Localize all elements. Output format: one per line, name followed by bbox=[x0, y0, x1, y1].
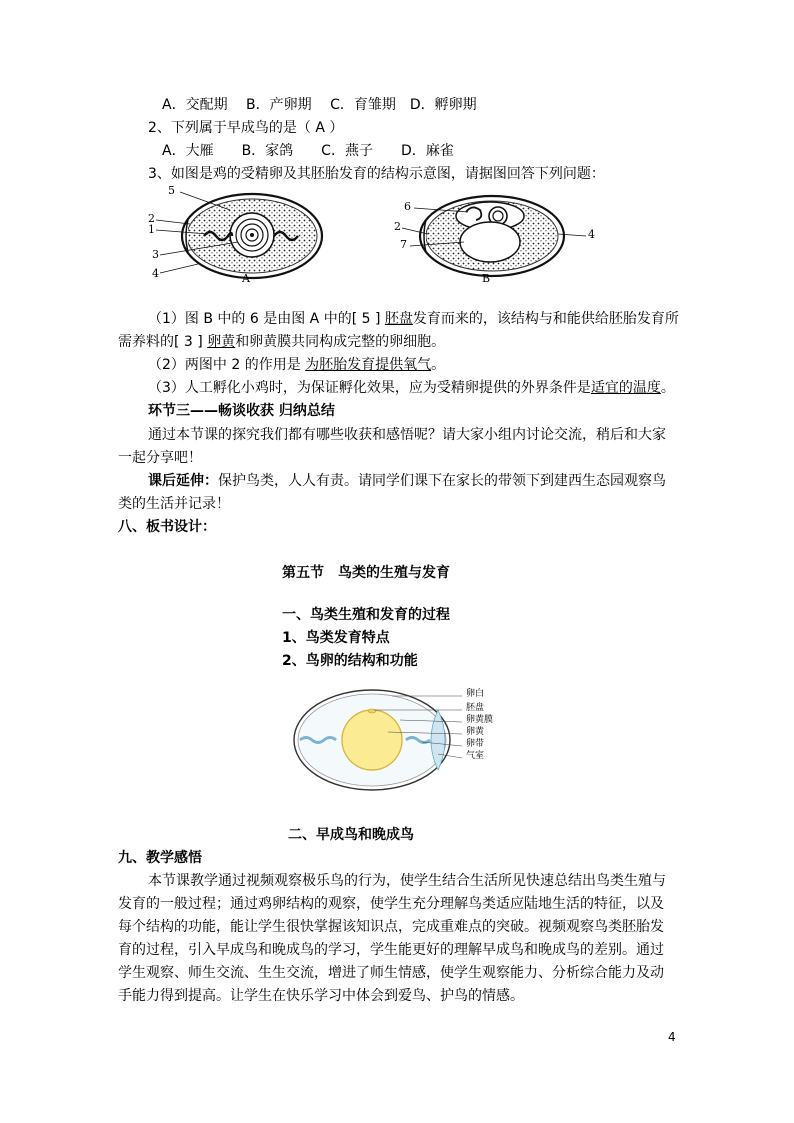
egg-label-chalaza: 卵带 bbox=[466, 739, 485, 749]
answer-oxygen: 为胚胎发育提供氧气 bbox=[305, 357, 432, 373]
board-title: 第五节 鸟类的生殖与发育 bbox=[282, 565, 450, 581]
fig-b-caption: B bbox=[482, 272, 491, 285]
answer-yolk: 卵黄 bbox=[207, 334, 236, 350]
extension-line1: 课后延伸：保护鸟类，人人有责。请同学们课下在家长的带领下到建西生态园观察鸟 bbox=[148, 473, 666, 489]
fig-a-label-3: 3 bbox=[152, 248, 159, 261]
answer-embryo-disc: 胚盘 bbox=[384, 311, 413, 327]
page-number: 4 bbox=[668, 1030, 676, 1044]
reflection-line: 每个结构的功能，能让学生很快掌握该知识点，完成重难点的突破。视频观察鸟类胚胎发 bbox=[118, 919, 664, 935]
reflection-line: 发育的一般过程；通过鸡卵结构的观察，使学生充分理解鸟类适应陆地生活的特征，以及 bbox=[118, 896, 664, 912]
q3-sub1-line1: （1）图 B 中的 6 是由图 A 中的[ 5 ] 胚盘发育而来的，该结构与和能供给胚胎发育所 bbox=[148, 311, 679, 327]
fig-a-caption: A bbox=[242, 272, 250, 285]
board-item1-2: 2、鸟卵的结构和功能 bbox=[282, 653, 418, 669]
board-item2: 二、早成鸟和晚成鸟 bbox=[288, 827, 414, 843]
fig-a-label-2: 2 bbox=[148, 212, 155, 225]
q1-options: A．交配期 B．产卵期 C．育雏期 D．孵卵期 bbox=[162, 97, 477, 113]
board-item1-1: 1、鸟类发育特点 bbox=[282, 630, 390, 646]
egg-structure-diagram bbox=[292, 684, 502, 796]
q2-options: A．大雁 B．家鸽 C．燕子 D．麻雀 bbox=[162, 143, 454, 159]
board-item1: 一、鸟类生殖和发育的过程 bbox=[282, 607, 450, 623]
reflection-line: 本节课教学通过视频观察极乐鸟的行为，使学生结合生活所见快速总结出鸟类生殖与 bbox=[148, 873, 666, 889]
fig-b-label-6: 6 bbox=[404, 200, 411, 213]
reflection-line: 育的过程，引入早成鸟和晚成鸟的学习，学生能更好的理解早成鸟和晚成鸟的差别。通过 bbox=[118, 942, 664, 958]
q3-sub3: （3）人工孵化小鸡时，为保证孵化效果，应为受精卵提供的外界条件是适宜的温度。 bbox=[148, 380, 675, 396]
q3-stem: 3、如图是鸡的受精卵及其胚胎发育的结构示意图，请据图回答下列问题： bbox=[148, 166, 605, 182]
egg-label-blastodisc: 胚盘 bbox=[466, 703, 485, 713]
q3-sub1-line2: 需养料的[ 3 ] 卵黄和卵黄膜共同构成完整的卵细胞。 bbox=[118, 334, 446, 350]
fig-a-label-5: 5 bbox=[168, 184, 175, 197]
egg-figure-a bbox=[148, 184, 328, 288]
fig-b-label-4: 4 bbox=[588, 228, 595, 241]
egg-label-yolk: 卵黄 bbox=[466, 727, 485, 737]
reflection-line: 学生观察、师生交流、生生交流，增进了师生情感，使学生观察能力、分析综合能力及动 bbox=[118, 965, 664, 981]
egg-label-yolk-membrane: 卵黄膜 bbox=[466, 715, 494, 725]
reflection-heading: 九、教学感悟 bbox=[118, 850, 202, 866]
reflection-line: 手能力得到提高。让学生在快乐学习中体会到爱鸟、护鸟的情感。 bbox=[118, 988, 524, 1004]
fig-a-label-4: 4 bbox=[152, 267, 159, 280]
extension-line2: 类的生活并记录！ bbox=[118, 496, 230, 512]
fig-b-label-2: 2 bbox=[394, 220, 401, 233]
q2-stem: 2、下列属于早成鸟的是（ A ） bbox=[148, 120, 344, 136]
fig-b-label-7: 7 bbox=[400, 238, 407, 251]
extension-label: 课后延伸： bbox=[148, 473, 218, 489]
egg-label-albumen: 卵白 bbox=[466, 689, 485, 699]
section3-para-line2: 一起分享吧！ bbox=[118, 450, 202, 466]
q3-sub2: （2）两图中 2 的作用是 为胚胎发育提供氧气。 bbox=[148, 357, 446, 373]
answer-temperature: 适宜的温度 bbox=[590, 380, 661, 396]
egg-label-air-cell: 气室 bbox=[466, 751, 485, 761]
fig-a-label-1: 1 bbox=[148, 223, 155, 236]
section3-para-line1: 通过本节课的探究我们都有哪些收获和感悟呢？请大家小组内讨论交流，稍后和大家 bbox=[148, 427, 666, 443]
section3-heading: 环节三——畅谈收获 归纳总结 bbox=[148, 403, 335, 419]
board-heading: 八、板书设计： bbox=[118, 519, 216, 535]
egg-figure-b bbox=[392, 192, 602, 288]
